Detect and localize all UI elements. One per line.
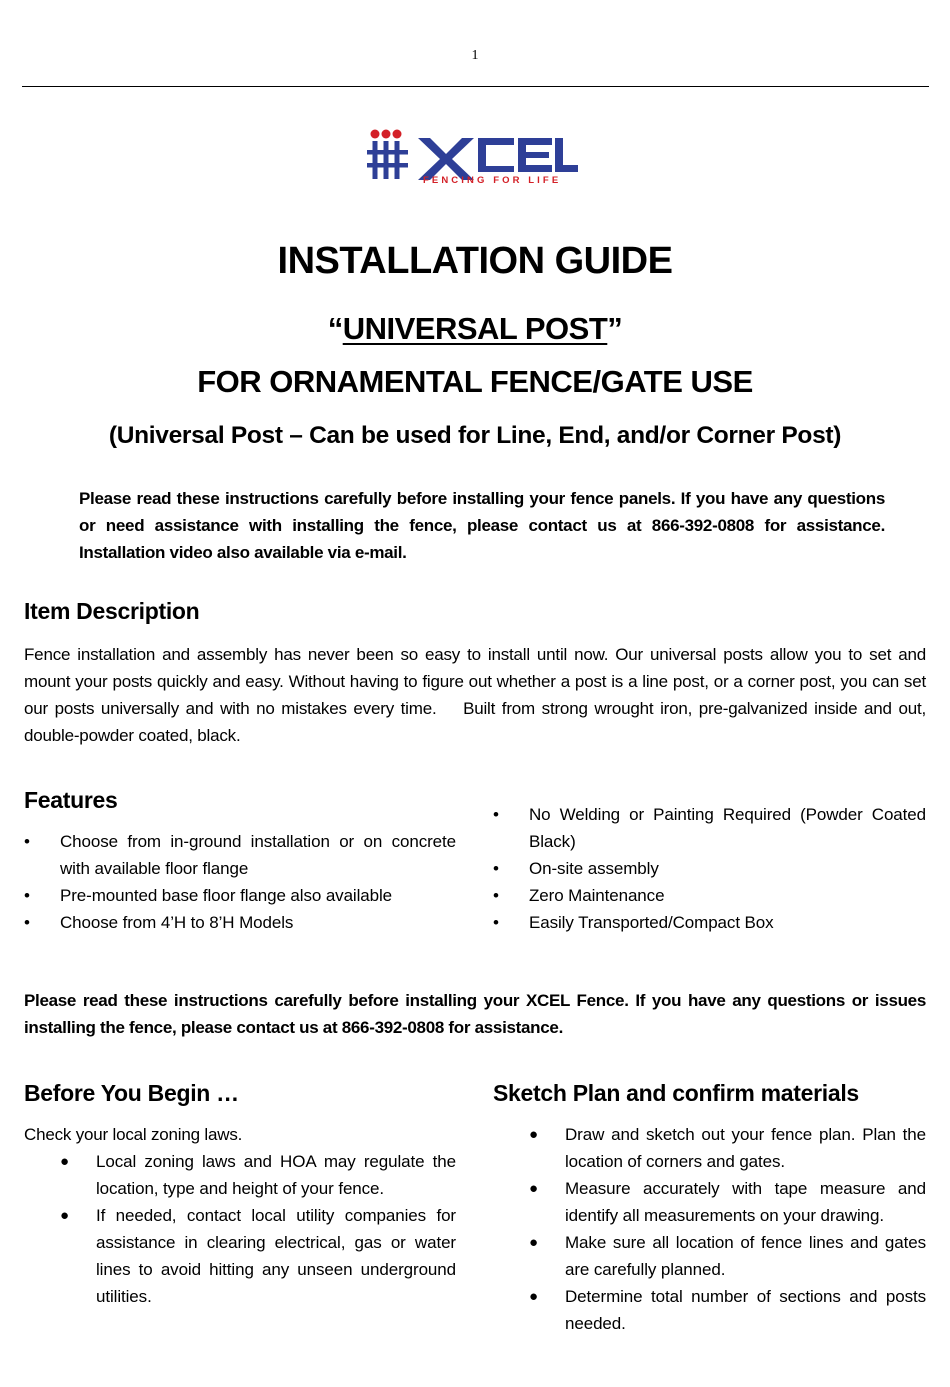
list-item: • Choose from 4’H to 8’H Models bbox=[24, 909, 456, 936]
list-item: • On-site assembly bbox=[493, 855, 926, 882]
open-quote: “ bbox=[327, 311, 343, 346]
bullet-icon: • bbox=[493, 913, 499, 932]
list-item: • Easily Transported/Compact Box bbox=[493, 909, 926, 936]
list-item: • Pre-mounted base floor flange also available bbox=[24, 882, 456, 909]
product-name bbox=[0, 311, 950, 347]
bullet-icon: • bbox=[24, 832, 30, 851]
intro-paragraph: Please read these instructions carefully before installing your fence panels. If you have any questions or need assistance with installing the fence, please contact us at 866-392-0808 for assistance. Installation video also available via e-mail. bbox=[79, 489, 885, 562]
item-description-text: Fence installation and assembly has never been so easy to install until now. Our universal posts allow you to set and mount your posts quickly and easy. Without having to figure out whether a post is a line post, or a corner post, you can set our posts universally and with no mistakes every time. Built from strong wrought iron, pre-galvanized inside and out, double-powder coated, black. bbox=[24, 645, 931, 745]
product-use: FOR ORNAMENTAL FENCE/GATE USE bbox=[197, 364, 753, 399]
page-title: INSTALLATION GUIDE bbox=[277, 240, 673, 282]
list-item: ● Make sure all location of fence lines and gates are carefully planned. bbox=[529, 1229, 926, 1283]
list-item: ● If needed, contact local utility companies for assistance in clearing electrical, gas or water lines to avoid hitting any unseen underground utilities. bbox=[60, 1202, 456, 1310]
xcel-logo bbox=[366, 128, 580, 184]
contact-notice: Please read these instructions carefully before installing your XCEL Fence. If you have any questions or issues installing the fence, please contact us at 866-392-0808 for assistance. bbox=[24, 991, 926, 1037]
list-item: • Zero Maintenance bbox=[493, 882, 926, 909]
item-description-heading: Item Description bbox=[24, 598, 200, 624]
sketch-plan-list bbox=[529, 1121, 926, 1337]
list-item: ● Draw and sketch out your fence plan. Plan the location of corners and gates. bbox=[529, 1121, 926, 1175]
product-name-text: UNIVERSAL POST bbox=[342, 311, 608, 346]
before-you-begin-list bbox=[60, 1148, 456, 1310]
list-item: ● Local zoning laws and HOA may regulate the location, type and height of your fence. bbox=[60, 1148, 456, 1202]
list-item: ● Determine total number of sections and posts needed. bbox=[529, 1283, 926, 1337]
bullet-icon: ● bbox=[529, 1234, 538, 1251]
product-subtitle: (Universal Post – Can be used for Line, End, and/or Corner Post) bbox=[108, 422, 842, 449]
bullet-icon: • bbox=[493, 805, 499, 824]
list-item: • Choose from in-ground installation or on concrete with available floor flange bbox=[24, 828, 456, 882]
bullet-icon: ● bbox=[529, 1288, 538, 1305]
bullet-icon: ● bbox=[529, 1126, 538, 1143]
bullet-icon: • bbox=[493, 886, 499, 905]
features-heading: Features bbox=[24, 787, 118, 813]
list-item: • No Welding or Painting Required (Powder Coated Black) bbox=[493, 801, 926, 855]
bullet-icon: ● bbox=[60, 1153, 69, 1170]
before-you-begin-heading: Before You Begin … bbox=[24, 1080, 239, 1106]
before-you-begin-intro: Check your local zoning laws. bbox=[24, 1125, 243, 1144]
fence-logo-icon bbox=[366, 128, 580, 184]
bullet-icon: • bbox=[24, 886, 30, 905]
features-list-right bbox=[493, 801, 926, 936]
bullet-icon: ● bbox=[529, 1180, 538, 1197]
bullet-icon: ● bbox=[60, 1207, 69, 1224]
header-divider bbox=[22, 86, 929, 87]
sketch-plan-heading: Sketch Plan and confirm materials bbox=[493, 1080, 859, 1106]
bullet-icon: • bbox=[24, 913, 30, 932]
list-item: ● Measure accurately with tape measure and identify all measurements on your drawing. bbox=[529, 1175, 926, 1229]
bullet-icon: • bbox=[493, 859, 499, 878]
svg-text:FENCING FOR LIFE: FENCING FOR LIFE bbox=[423, 175, 562, 184]
features-list-left bbox=[24, 828, 456, 936]
close-quote: ” bbox=[607, 311, 623, 346]
page-number: 1 bbox=[471, 48, 479, 63]
